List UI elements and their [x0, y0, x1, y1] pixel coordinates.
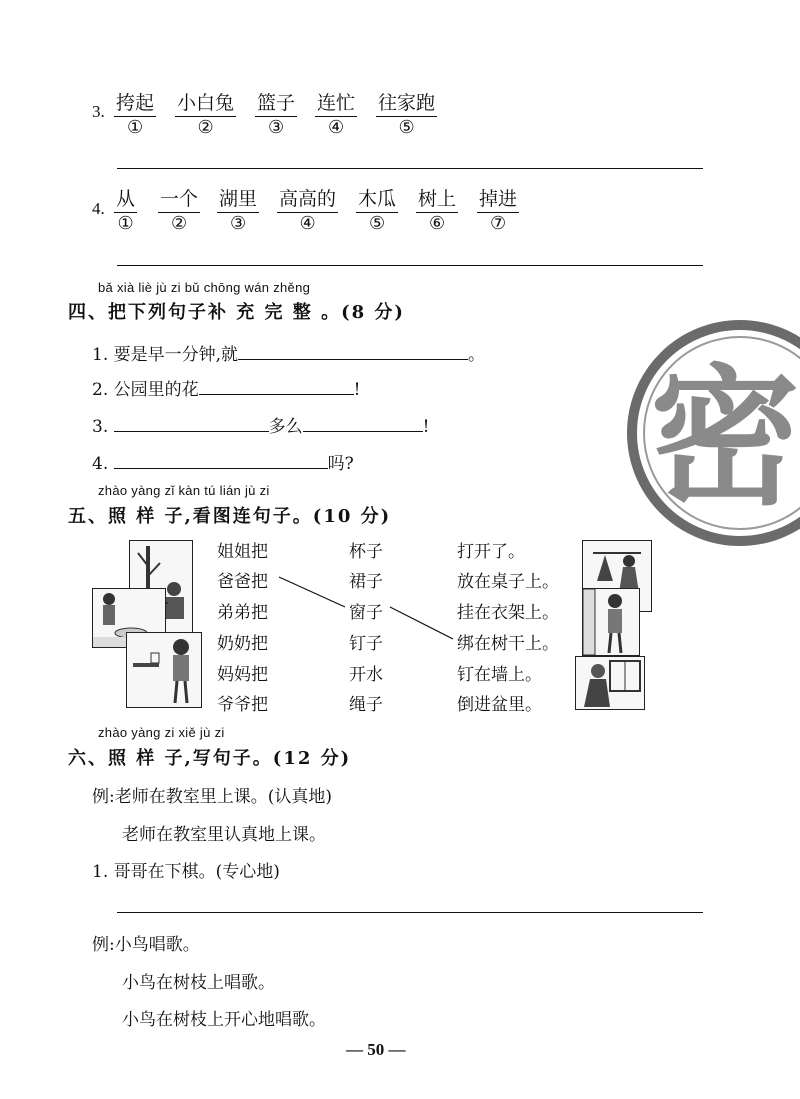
- s4-item-2: 2. 公园里的花 !: [92, 375, 360, 400]
- s5-col2-item-3: 窗子: [349, 603, 383, 623]
- q4-word-5: 木瓜 ⑤: [356, 184, 398, 235]
- q4-word-3: 湖里 ③: [217, 184, 259, 235]
- s6-question-1: 1. 哥哥在下棋。(专心地): [92, 862, 280, 882]
- s5-col2-item-1: 杯子: [349, 542, 383, 562]
- q3-word-1: 挎起 ①: [114, 88, 156, 139]
- s4-item-4: 4. 吗?: [92, 449, 354, 474]
- section5-pinyin: zhào yàng zǐ kàn tú lián jù zi: [98, 483, 270, 498]
- q3-word-4: 连忙 ④: [315, 88, 357, 139]
- s6-example-2-line2: 小鸟在树枝上唱歌。: [122, 973, 275, 993]
- s5-col1-item-3: 弟弟把: [217, 603, 268, 623]
- q3-word-2: 小白兔 ②: [175, 88, 236, 139]
- section4-title: 四、把下列句子补 充 完 整 。(8 分): [68, 302, 405, 323]
- s4-item-3: 3. 多么 !: [92, 412, 429, 437]
- q4-word-4: 高高的 ④: [277, 184, 338, 235]
- s5-col1-item-4: 奶奶把: [217, 634, 268, 654]
- s5-col3-item-4: 绑在树干上。: [457, 634, 559, 654]
- s5-col1-item-1: 姐姐把: [217, 542, 268, 562]
- s5-col3-item-3: 挂在衣架上。: [457, 603, 559, 623]
- s5-col3-item-5: 钉在墙上。: [457, 665, 542, 685]
- connector-window-tree: [390, 607, 453, 639]
- section5-title: 五、照 样 子,看图连句子。(10 分): [68, 506, 392, 527]
- s5-col1-item-6: 爷爷把: [217, 695, 268, 715]
- q4-word-1: 从 ①: [114, 184, 137, 235]
- s6-example-2: 例:小鸟唱歌。: [92, 935, 200, 955]
- s5-col2-item-5: 开水: [349, 665, 383, 685]
- q4-word-7: 掉进 ⑦: [477, 184, 519, 235]
- s6-example-2-line3: 小鸟在树枝上开心地唱歌。: [122, 1010, 326, 1030]
- s5-col3-item-2: 放在桌子上。: [457, 572, 559, 592]
- s5-col3-item-6: 倒进盆里。: [457, 695, 542, 715]
- section6-pinyin: zhào yàng zi xiě jù zi: [98, 725, 225, 740]
- picture-open-window: [575, 656, 645, 710]
- q4-word-6: 树上 ⑥: [416, 184, 458, 235]
- s5-col2-item-6: 绳子: [349, 695, 383, 715]
- picture-nail-wall: [582, 588, 640, 656]
- q4-word-2: 一个 ②: [158, 184, 200, 235]
- q3-number: 3.: [92, 102, 105, 121]
- connector-dad-window: [279, 577, 345, 607]
- q4-number: 4.: [92, 199, 105, 218]
- section6-title: 六、照 样 子,写句子。(12 分): [68, 748, 352, 769]
- page-number: — 50 —: [346, 1040, 406, 1059]
- s5-col1-item-5: 妈妈把: [217, 665, 268, 685]
- stamp-char: 密: [649, 352, 800, 526]
- s6-q1-answer-line[interactable]: [117, 912, 703, 913]
- s5-col2-item-2: 裙子: [349, 572, 383, 592]
- s6-example-1: 例:老师在教室里上课。(认真地): [92, 787, 332, 807]
- s6-example-1-answer: 老师在教室里认真地上课。: [122, 825, 326, 845]
- s4-item-1: 1. 要是早一分钟,就 。: [92, 340, 485, 365]
- s5-col3-item-1: 打开了。: [457, 542, 525, 562]
- s5-col1-item-2: 爸爸把: [217, 572, 268, 592]
- section4-pinyin: bǎ xià liè jù zi bǔ chōng wán zhěng: [98, 280, 311, 295]
- q3-word-3: 篮子 ③: [255, 88, 297, 139]
- q3-word-5: 往家跑 ⑤: [376, 88, 437, 139]
- s5-col2-item-4: 钉子: [349, 634, 383, 654]
